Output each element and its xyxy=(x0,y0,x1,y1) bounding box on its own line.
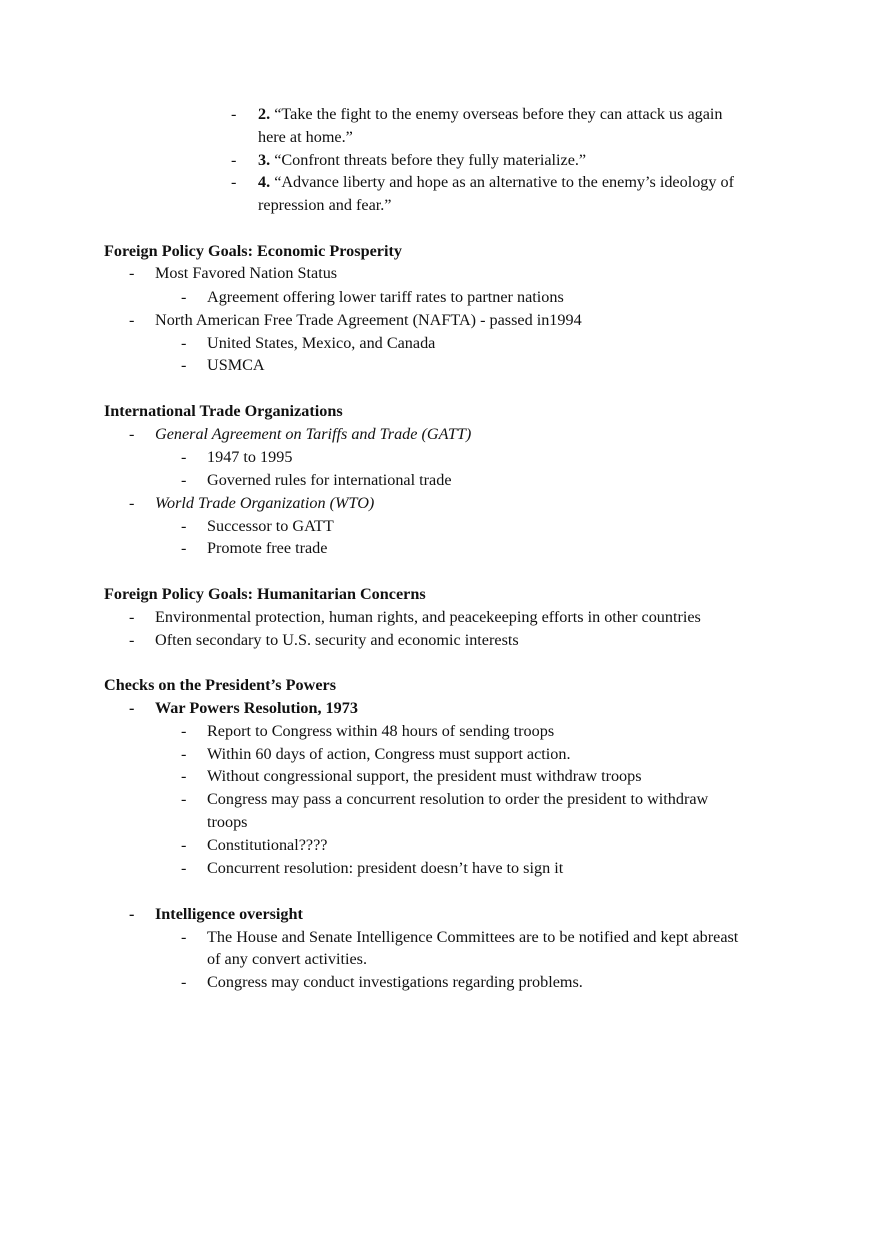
quote-number: 2. xyxy=(258,105,271,123)
quote-text-continued: repression and fear.” xyxy=(258,196,392,214)
bullet-dash: - xyxy=(129,608,135,626)
list-item-war-powers: War Powers Resolution, 1973 xyxy=(155,699,358,717)
section-heading-checks: Checks on the President’s Powers xyxy=(104,676,336,694)
sub-list-item: Governed rules for international trade xyxy=(207,471,452,489)
bullet-dash: - xyxy=(181,767,187,785)
list-item-intelligence: Intelligence oversight xyxy=(155,905,303,923)
bullet-dash: - xyxy=(181,471,187,489)
sub-list-item: The House and Senate Intelligence Committees are to be notified and kept abreast xyxy=(207,928,739,946)
sub-list-item: Without congressional support, the president must withdraw troops xyxy=(207,767,642,785)
bullet-dash: - xyxy=(129,631,135,649)
quote-number: 3. xyxy=(258,151,271,169)
bullet-dash: - xyxy=(231,105,237,123)
sub-list-item: Promote free trade xyxy=(207,539,328,557)
bullet-dash: - xyxy=(181,448,187,466)
bullet-dash: - xyxy=(181,722,187,740)
section-heading-humanitarian: Foreign Policy Goals: Humanitarian Concerns xyxy=(104,585,426,603)
quote-item xyxy=(258,103,723,126)
sub-list-item: United States, Mexico, and Canada xyxy=(207,334,436,352)
list-item: General Agreement on Tariffs and Trade (GATT) xyxy=(155,425,472,443)
sub-list-item: Agreement offering lower tariff rates to partner nations xyxy=(207,288,564,306)
bullet-dash: - xyxy=(181,288,187,306)
bullet-dash: - xyxy=(129,699,135,717)
quote-number: 4. xyxy=(258,173,271,191)
bullet-dash: - xyxy=(129,905,135,923)
sub-list-item: Congress may conduct investigations regarding problems. xyxy=(207,973,583,991)
sub-list-item: USMCA xyxy=(207,356,265,374)
bullet-dash: - xyxy=(181,790,187,808)
bullet-dash: - xyxy=(181,356,187,374)
quote-text-continued: here at home.” xyxy=(258,128,353,146)
sub-list-item-continued: of any convert activities. xyxy=(207,950,368,968)
quote-text: “Confront threats before they fully materialize.” xyxy=(274,151,587,169)
sub-list-item: Successor to GATT xyxy=(207,517,334,535)
section-heading-trade-orgs: International Trade Organizations xyxy=(104,402,343,420)
bullet-dash: - xyxy=(181,973,187,991)
quote-item xyxy=(258,149,586,172)
bullet-dash: - xyxy=(181,517,187,535)
section-heading-economic: Foreign Policy Goals: Economic Prosperity xyxy=(104,242,402,260)
list-item: Often secondary to U.S. security and economic interests xyxy=(155,631,519,649)
list-item: North American Free Trade Agreement (NAFTA) - passed in1994 xyxy=(155,311,582,329)
sub-list-item: 1947 to 1995 xyxy=(207,448,293,466)
sub-list-item: Congress may pass a concurrent resolution to order the president to withdraw xyxy=(207,790,709,808)
bullet-dash: - xyxy=(129,494,135,512)
quote-text: “Take the fight to the enemy overseas before they can attack us again xyxy=(274,105,723,123)
bullet-dash: - xyxy=(181,334,187,352)
bullet-dash: - xyxy=(231,173,237,191)
bullet-dash: - xyxy=(129,311,135,329)
bullet-dash: - xyxy=(181,745,187,763)
quote-text: “Advance liberty and hope as an alternative to the enemy’s ideology of xyxy=(274,173,735,191)
bullet-dash: - xyxy=(231,151,237,169)
sub-list-item-continued: troops xyxy=(207,813,248,831)
quote-item xyxy=(258,171,734,194)
list-item: Environmental protection, human rights, and peacekeeping efforts in other countries xyxy=(155,608,701,626)
list-item: World Trade Organization (WTO) xyxy=(155,494,375,512)
bullet-dash: - xyxy=(181,928,187,946)
bullet-dash: - xyxy=(129,264,135,282)
bullet-dash: - xyxy=(181,859,187,877)
sub-list-item: Report to Congress within 48 hours of sending troops xyxy=(207,722,555,740)
bullet-dash: - xyxy=(129,425,135,443)
bullet-dash: - xyxy=(181,836,187,854)
bullet-dash: - xyxy=(181,539,187,557)
sub-list-item: Within 60 days of action, Congress must support action. xyxy=(207,745,571,763)
list-item: Most Favored Nation Status xyxy=(155,264,338,282)
sub-list-item: Constitutional???? xyxy=(207,836,328,854)
sub-list-item: Concurrent resolution: president doesn’t have to sign it xyxy=(207,859,564,877)
